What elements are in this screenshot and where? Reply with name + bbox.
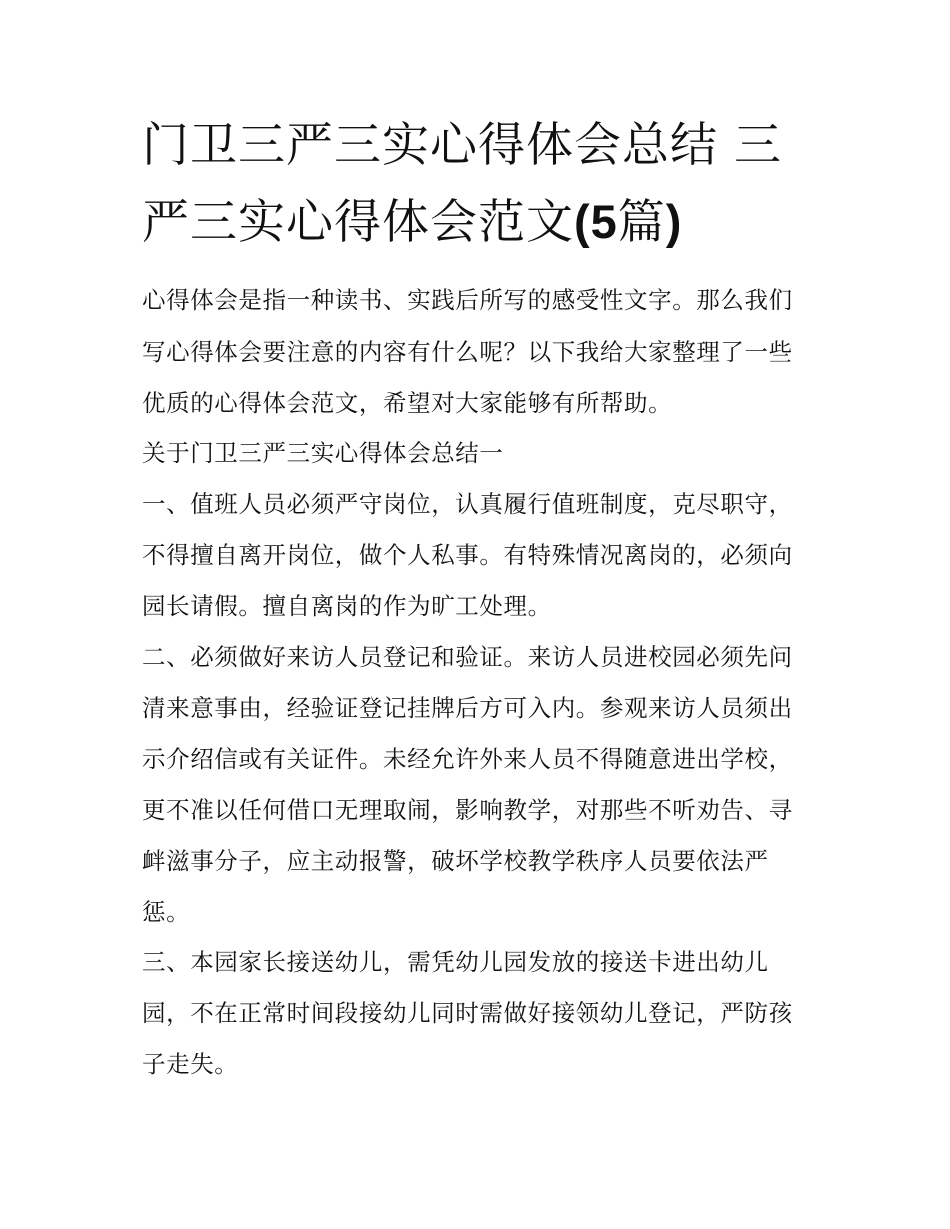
body-line-14: 三、本园家长接送幼儿，需凭幼儿园发放的接送卡进出幼儿: [142, 948, 769, 976]
body-line-8: 二、必须做好来访人员登记和验证。来访人员进校园必须先问: [142, 643, 793, 671]
body-line-3: 优质的心得体会范文，希望对大家能够有所帮助。: [142, 389, 673, 417]
title-line-2-close: ): [665, 195, 683, 248]
body-line-16: 子走失。: [142, 1050, 239, 1078]
document-title-line-1: 门卫三严三实心得体会总结 三: [142, 118, 782, 173]
document-title-line-2: [142, 193, 682, 252]
section-heading: 关于门卫三严三实心得体会总结一: [142, 439, 504, 467]
body-line-13: 惩。: [142, 898, 191, 926]
title-line-2-count: (5: [574, 195, 618, 248]
title-line-2-text: 严三实心得体会范文: [142, 195, 574, 250]
body-line-10: 示介绍信或有关证件。未经允许外来人员不得随意进出学校，: [142, 745, 793, 773]
body-line-12: 衅滋事分子，应主动报警，破坏学校教学秩序人员要依法严: [142, 847, 769, 875]
body-line-5: 一、值班人员必须严守岗位，认真履行值班制度，克尽职守，: [142, 490, 793, 518]
body-line-9: 清来意事由，经验证登记挂牌后方可入内。参观来访人员须出: [142, 694, 793, 722]
body-line-11: 更不准以任何借口无理取闹，影响教学，对那些不听劝告、寻: [142, 796, 793, 824]
title-line-2-unit: 篇: [617, 195, 666, 250]
body-line-1: 心得体会是指一种读书、实践后所写的感受性文字。那么我们: [142, 286, 793, 314]
body-line-2: 写心得体会要注意的内容有什么呢？以下我给大家整理了一些: [142, 338, 793, 366]
body-line-6: 不得擅自离开岗位，做个人私事。有特殊情况离岗的，必须向: [142, 541, 793, 569]
body-line-15: 园，不在正常时间段接幼儿同时需做好接领幼儿登记，严防孩: [142, 999, 793, 1027]
body-line-7: 园长请假。擅自离岗的作为旷工处理。: [142, 592, 552, 620]
